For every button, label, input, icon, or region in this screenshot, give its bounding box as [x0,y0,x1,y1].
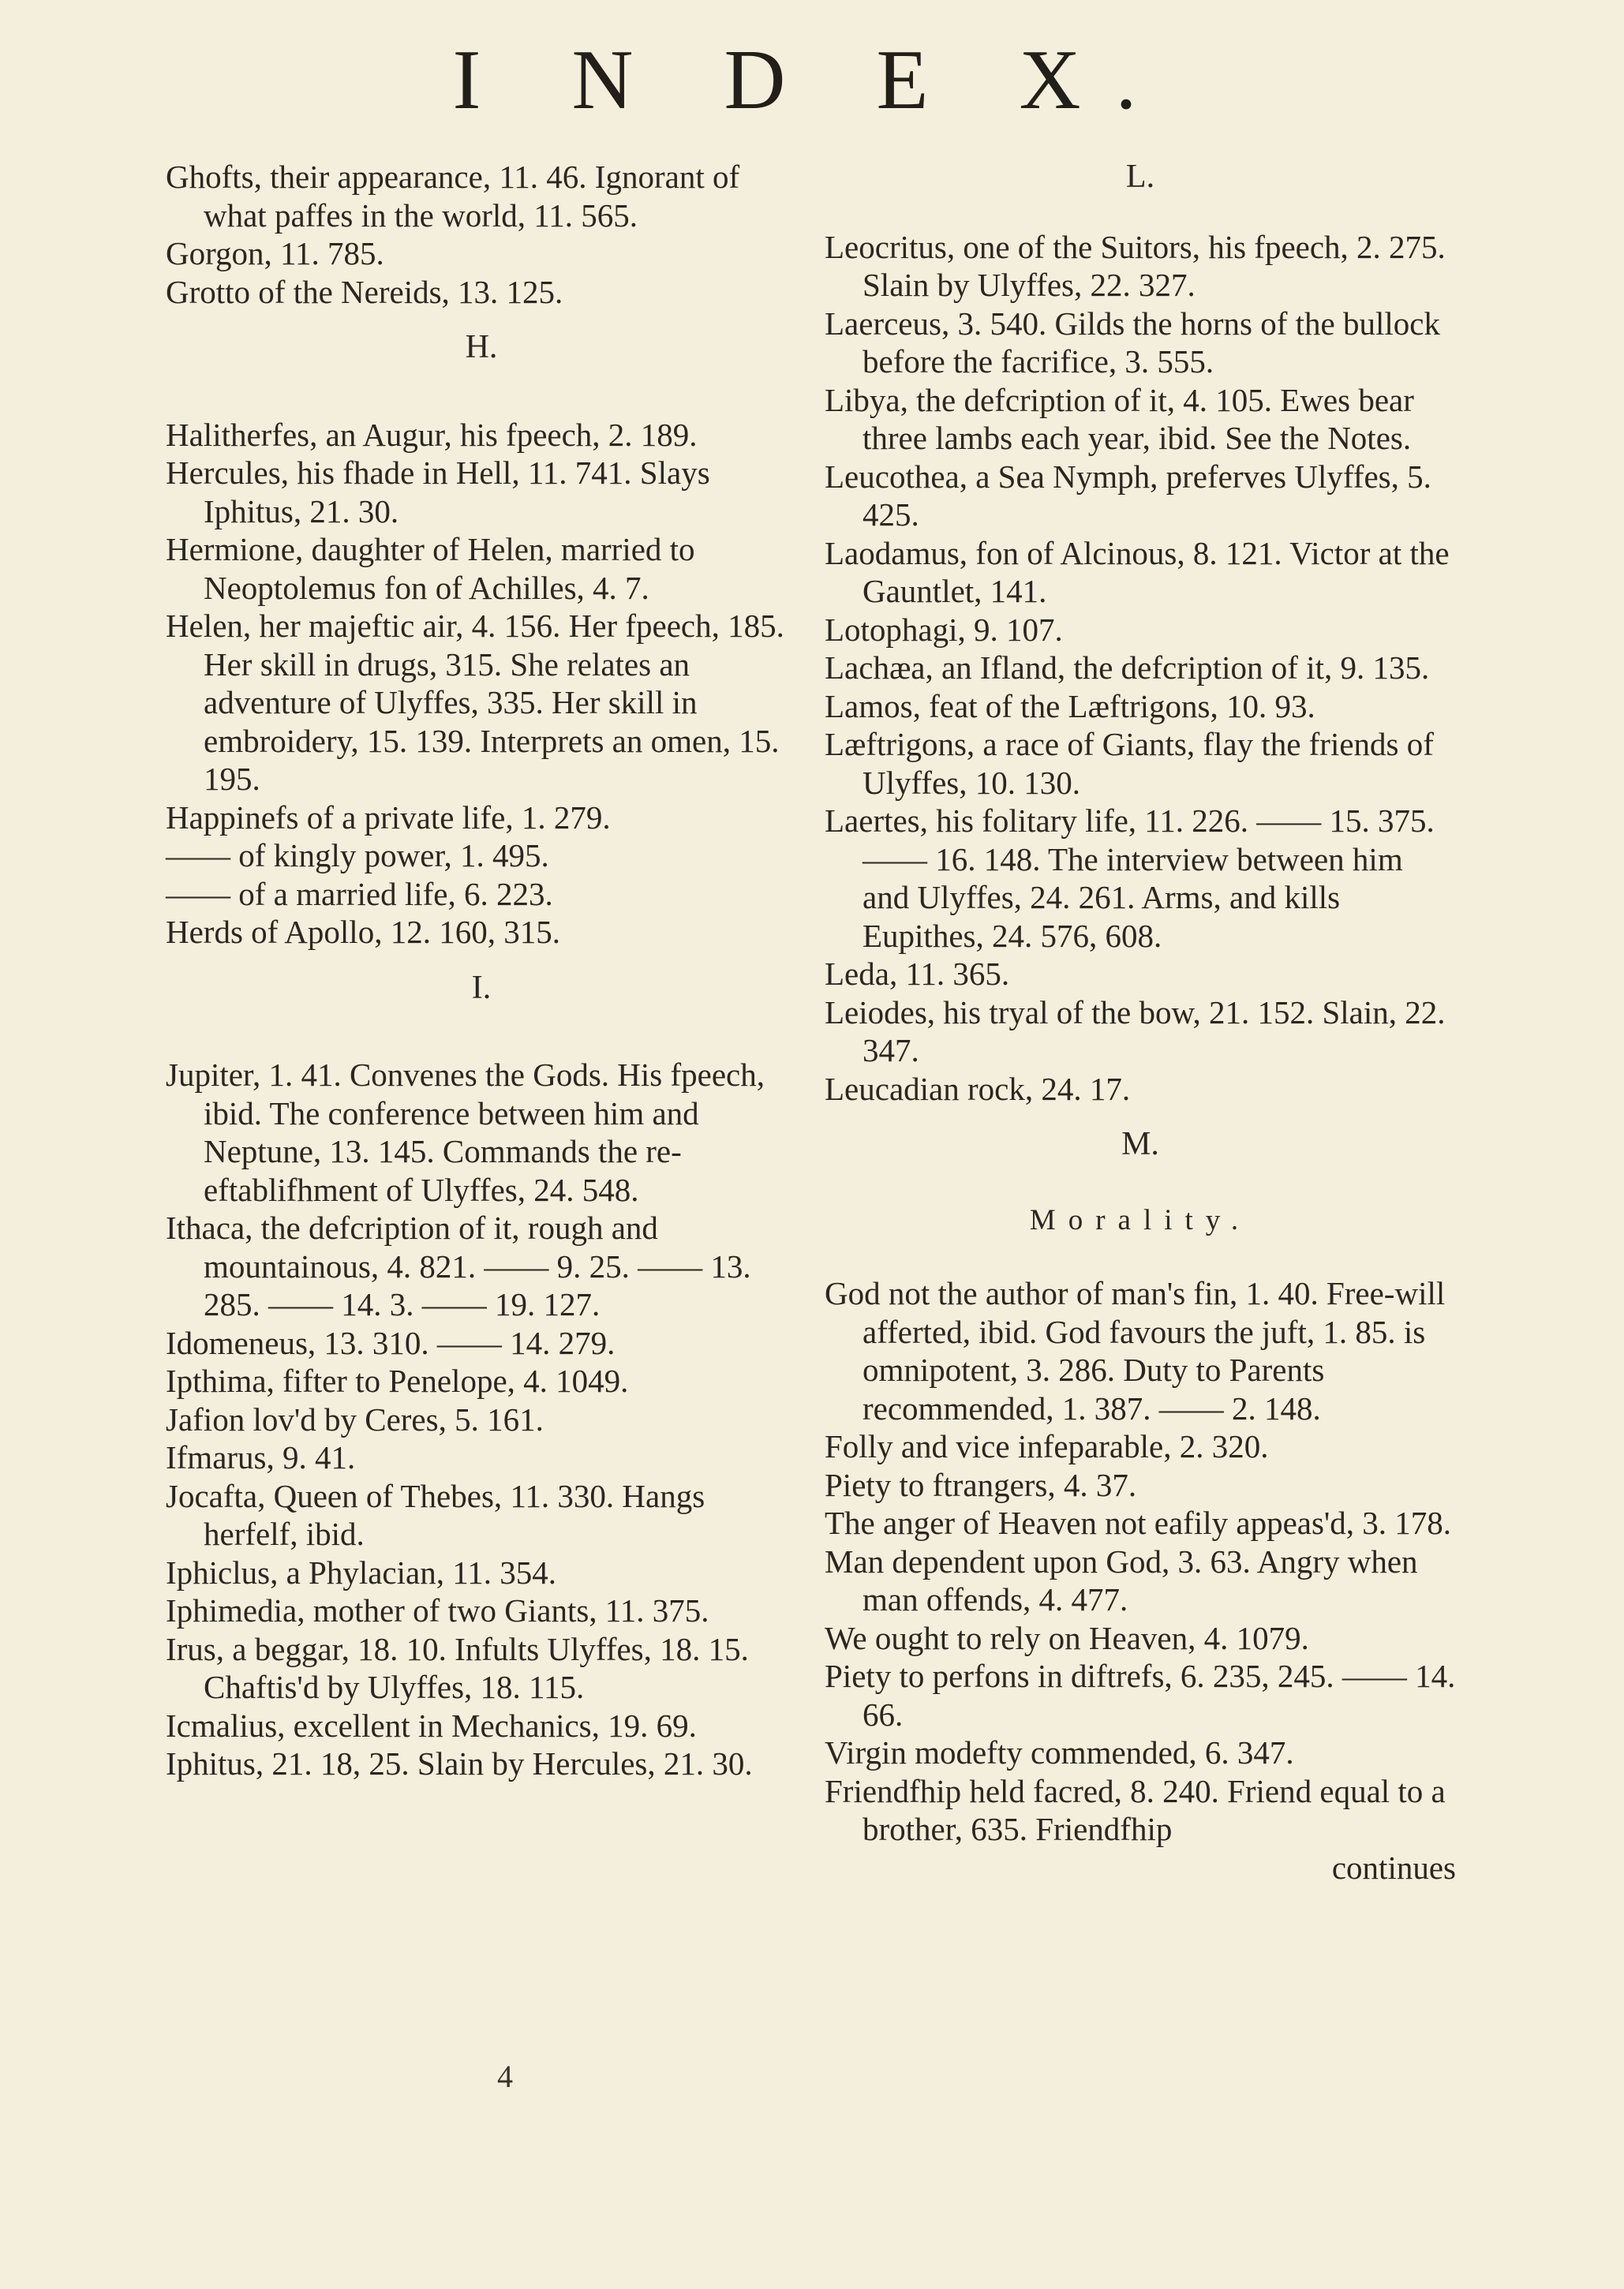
index-entry: Idomeneus, 13. 310. —— 14. 279. [166,1324,616,1361]
index-entry: Ipthima, fifter to Penelope, 4. 1049. [166,1363,629,1399]
index-entry: Leiodes, his tryal of the bow, 21. 152. Slain, 22. 347. [825,993,1446,1068]
index-entry: Libya, the defcription of it, 4. 105. Ewes bear three lambs each year, ibid. See the Notes. [825,381,1414,456]
catchword: continues [1331,1849,1456,1886]
index-entry: Icmalius, excellent in Mechanics, 19. 69. [166,1707,697,1744]
index-entry: Jocafta, Queen of Thebes, 11. 330. Hangs herfelf, ibid. [166,1477,705,1552]
index-entry: Virgin modefty commended, 6. 347. [825,1734,1294,1771]
index-entry: Iphitus, 21. 18, 25. Slain by Hercules, 21. 30. [166,1745,753,1782]
index-column-right [825,158,1456,1887]
index-entry: Leda, 11. 365. [825,956,1010,992]
index-entry: Man dependent upon God, 3. 63. Angry when man offends, 4. 477. [825,1543,1418,1618]
index-entry: Laodamus, fon of Alcinous, 8. 121. Victor at the Gauntlet, 141. [825,534,1450,609]
index-entry: Helen, her majeftic air, 4. 156. Her fpeech, 185. Her skill in drugs, 315. She relates an adventure of Ulyffes, 335. Her skill in embroidery, 15. 139. Interprets an omen, 15. 195. [166,608,784,797]
index-entry: Ifmarus, 9. 41. [166,1439,356,1476]
index-entry: Læftrigons, a race of Giants, flay the friends of Ulyffes, 10. 130. [825,726,1434,801]
index-entry: Friendfhip held facred, 8. 240. Friend equal to a brother, 635. Friendfhip [825,1772,1446,1847]
index-entry: Ithaca, the defcription of it, rough and mountainous, 4. 821. —— 9. 25. —— 13. 285. —— 14. 3. —— 19. 127. [166,1210,751,1322]
section-heading-l: L. [1125,159,1155,195]
index-entry: Ghofts, their appearance, 11. 46. Ignorant of what paffes in the world, 11. 565. [166,159,740,234]
index-entry: Herds of Apollo, 12. 160, 315. [166,914,560,950]
index-entry: Hermione, daughter of Helen, married to Neoptolemus fon of Achilles, 4. 7. [166,531,695,606]
index-entry: Leocritus, one of the Suitors, his fpeech, 2. 275. Slain by Ulyffes, 22. 327. [825,228,1446,303]
index-entry: We ought to rely on Heaven, 4. 1079. [825,1619,1309,1656]
index-entry: Gorgon, 11. 785. [166,235,384,271]
section-heading-h: H. [465,329,498,365]
index-entry: Piety to perfons in diftrefs, 6. 235, 245. —— 14. 66. [825,1658,1456,1733]
signature-mark: 4 [497,2059,513,2094]
index-entry: Happinefs of a private life, 1. 279. [166,799,611,836]
index-entry: Hercules, his fhade in Hell, 11. 741. Slays Iphitus, 21. 30. [166,454,710,529]
index-entry: Irus, a beggar, 18. 10. Infults Ulyffes, 18. 15. Chaftis'd by Ulyffes, 18. 115. [166,1630,749,1705]
index-entry: Laerceus, 3. 540. Gilds the horns of the bullock before the facrifice, 3. 555. [825,305,1440,380]
index-entry: Jafion lov'd by Ceres, 5. 161. [166,1401,544,1438]
index-entry: Grotto of the Nereids, 13. 125. [166,273,563,310]
section-heading-m: M. [1121,1126,1159,1162]
section-heading-i: I. [471,969,492,1006]
index-entry: Halitherfes, an Augur, his fpeech, 2. 189. [166,416,698,453]
index-entry: Jupiter, 1. 41. Convenes the Gods. His fpeech, ibid. The conference between him and Neptune, 13. 145. Commands the re-eftablifhment of Ulyffes, 24. 548. [166,1057,765,1208]
index-entry: —— of a married life, 6. 223. [166,875,553,912]
index-entry: Folly and vice infeparable, 2. 320. [825,1428,1269,1464]
index-entry: Lachæa, an Ifland, the defcription of it, 9. 135. [825,649,1430,686]
index-entry: Leucothea, a Sea Nymph, preferves Ulyffes, 5. 425. [825,458,1431,533]
index-entry: Piety to ftrangers, 4. 37. [825,1466,1137,1503]
index-entry: Leucadian rock, 24. 17. [825,1070,1131,1107]
index-entry: Iphimedia, mother of two Giants, 11. 375. [166,1592,709,1629]
subsection-heading-morality: Morality. [1029,1203,1252,1236]
index-entry: Laertes, his folitary life, 11. 226. —— 15. 375. —— 16. 148. The interview between him and Ulyffes, 24. 261. Arms, and kills Eupithes, 24. 576, 608. [825,802,1435,954]
page-title: I N D E X. [452,33,1172,127]
index-entry: The anger of Heaven not eafily appeas'd, 3. 178. [825,1505,1452,1541]
index-entry: —— of kingly power, 1. 495. [166,837,549,873]
index-entry: Lamos, feat of the Læftrigons, 10. 93. [825,687,1315,724]
index-entry: Iphiclus, a Phylacian, 11. 354. [166,1554,556,1591]
index-column-left [166,158,797,1783]
index-entry: Lotophagi, 9. 107. [825,611,1063,648]
index-entry: God not the author of man's fin, 1. 40. Free-will afferted, ibid. God favours the juft, 1. 85. is omnipotent, 3. 286. Duty to Parents recommended, 1. 387. —— 2. 148. [825,1275,1446,1427]
